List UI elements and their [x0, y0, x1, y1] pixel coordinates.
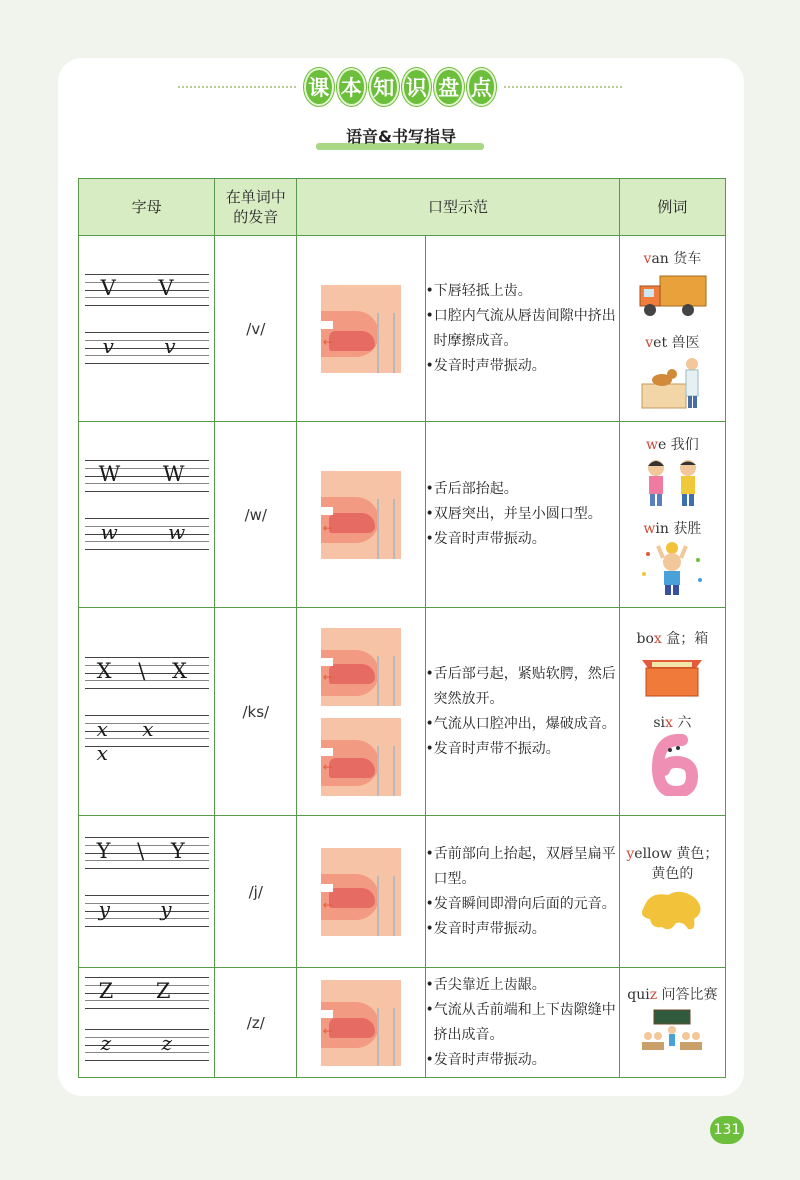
example-word: van 货车: [643, 250, 702, 267]
header-mouth: 口型示范: [297, 179, 619, 236]
letter-cell: [79, 968, 215, 1078]
example-word: six 六: [653, 714, 692, 731]
subtitle-text: 语音&书写指导: [346, 127, 456, 146]
uppercase-letter: X \ X: [96, 658, 197, 683]
mouth-diagram-cell: [297, 422, 425, 608]
letter-cell: [79, 816, 215, 968]
uppercase-letter: W W: [98, 461, 203, 486]
sound-cell: /ks/: [215, 608, 297, 816]
description-line: •发音时声带振动。: [425, 357, 546, 374]
children-icon: [636, 456, 708, 512]
lowercase-letter: w w: [100, 519, 208, 544]
banner-char: 知: [369, 68, 399, 106]
lowercase-letter: v v: [102, 333, 198, 358]
lowercase-letter: x x x: [96, 716, 168, 765]
table-row: [79, 608, 726, 816]
truck-icon: [636, 270, 708, 326]
sound-cell: /w/: [215, 422, 297, 608]
vet-icon: [636, 354, 708, 410]
sound-cell: /v/: [215, 236, 297, 422]
banner-char: 本: [337, 68, 367, 106]
sound-cell: /z/: [215, 968, 297, 1078]
mouth-diagram-cell: [297, 968, 425, 1078]
mouth-diagram: ←: [321, 848, 401, 936]
description-line: •舌后部弓起，紧贴软腭，然后突然放开。: [425, 665, 616, 707]
writing-lines: [85, 657, 209, 767]
banner-divider-left: [178, 86, 296, 88]
letter-cell: [79, 236, 215, 422]
table-row: [79, 236, 726, 422]
example-cell: [619, 608, 725, 816]
description-line: •发音时声带不振动。: [425, 740, 560, 757]
mouth-diagram: ←: [321, 285, 401, 373]
box-icon: [636, 650, 708, 706]
example-cell: [619, 968, 725, 1078]
description-cell: [425, 422, 619, 608]
description-line: •发音时声带振动。: [425, 531, 546, 547]
example-word: we 我们: [646, 436, 699, 453]
table-row: [79, 968, 726, 1078]
example-word: vet 兽医: [645, 334, 700, 351]
banner-char: 盘: [434, 68, 464, 106]
uppercase-letter: Z Z: [98, 978, 189, 1003]
description-line: •发音瞬间即滑向后面的元音。: [425, 895, 616, 912]
page-number: 131: [710, 1116, 744, 1144]
mouth-diagram-cell: [297, 608, 425, 816]
example-word: box 盒；箱: [636, 630, 709, 647]
example-cell: [619, 236, 725, 422]
description-line: •口腔内气流从唇齿间隙中挤出时摩擦成音。: [425, 307, 616, 349]
section-banner: [304, 68, 496, 106]
example-word: quiz 问答比赛: [627, 986, 718, 1003]
description-cell: [425, 816, 619, 968]
example-cell: [619, 816, 725, 968]
header-sound-text: 在单词中的发音: [225, 188, 286, 226]
header-letter: 字母: [79, 179, 215, 236]
example-word: yellow 黄色；黄色的: [626, 845, 719, 882]
writing-lines: [85, 977, 209, 1069]
description-cell: [425, 236, 619, 422]
paint-splash-icon: [636, 885, 708, 941]
mouth-diagram-cell: [297, 816, 425, 968]
example-word: win 获胜: [643, 520, 702, 537]
uppercase-letter: Y \ Y: [96, 838, 195, 863]
description-line: •舌尖靠近上齿龈。: [425, 976, 546, 993]
description-line: •气流从舌前端和上下齿隙缝中挤出成音。: [425, 1001, 616, 1043]
description-line: •双唇突出，并呈小圆口型。: [425, 506, 602, 522]
description-line: •气流从口腔冲出，爆破成音。: [425, 715, 616, 732]
mouth-diagram: ←: [321, 718, 401, 796]
mouth-diagram: ←: [321, 980, 401, 1066]
description-cell: [425, 608, 619, 816]
letter-cell: [79, 608, 215, 816]
six-icon: [636, 734, 708, 796]
writing-lines: [85, 460, 209, 570]
header-sound: [215, 179, 297, 236]
table-header-row: [79, 179, 726, 236]
winner-icon: [636, 540, 708, 596]
description-line: •舌前部向上抬起，双唇呈扁平口型。: [425, 845, 616, 887]
letter-cell: [79, 422, 215, 608]
mouth-diagram-cell: [297, 236, 425, 422]
description-line: •舌后部抬起。: [425, 481, 518, 497]
mouth-diagram: ←: [321, 628, 401, 706]
description-line: •下唇轻抵上齿。: [425, 282, 532, 299]
lowercase-letter: y y: [98, 896, 194, 921]
description-line: •发音时声带振动。: [425, 920, 546, 937]
banner-char: 识: [402, 68, 432, 106]
table-row: [79, 816, 726, 968]
mouth-diagram: ←: [321, 471, 401, 559]
banner-char: 课: [304, 68, 334, 106]
description-cell: [425, 968, 619, 1078]
writing-lines: [85, 274, 209, 384]
banner-divider-right: [504, 86, 622, 88]
table-row: [79, 422, 726, 608]
phonics-table: [78, 178, 726, 1078]
example-cell: [619, 422, 725, 608]
banner-char: 点: [467, 68, 497, 106]
lowercase-letter: z z: [100, 1030, 195, 1055]
sound-cell: /j/: [215, 816, 297, 968]
classroom-icon: [636, 1006, 708, 1062]
section-subtitle: [318, 124, 484, 150]
description-line: •发音时声带振动。: [425, 1051, 546, 1068]
writing-lines: [85, 837, 209, 947]
header-example: 例词: [619, 179, 725, 236]
uppercase-letter: V V: [100, 275, 192, 300]
